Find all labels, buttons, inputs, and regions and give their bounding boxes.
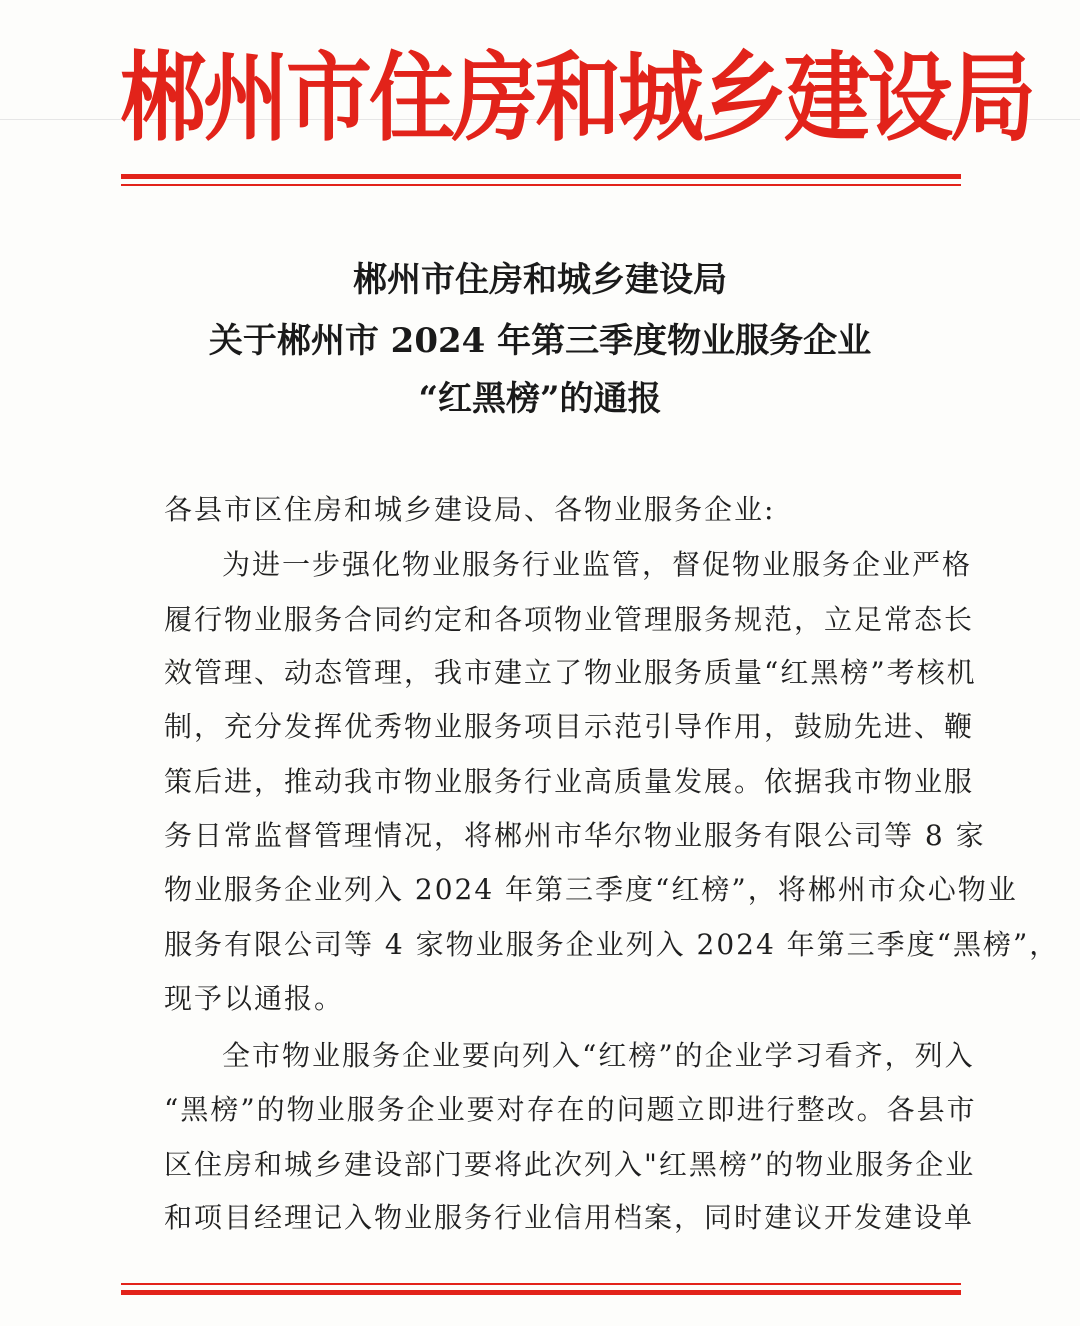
letterhead-agency-name: 郴州市住房和城乡建设局: [120, 42, 1033, 155]
paragraph-1-line-9: 现予以通报。: [164, 982, 345, 1015]
paragraph-1-line-5: 策后进，推动我市物业服务行业高质量发展。依据我市物业服: [164, 765, 975, 798]
paragraph-2-line-1: 全市物业服务企业要向列入“红榜”的企业学习看齐，列入: [222, 1039, 975, 1072]
paragraph-1-line-4: 制，充分发挥优秀物业服务项目示范引导作用，鼓励先进、鞭: [164, 710, 975, 743]
letterhead-red-rule-thick: [121, 174, 961, 179]
footer-red-rule-thin: [121, 1283, 961, 1285]
salutation-line: 各县市区住房和城乡建设局、各物业服务企业:: [164, 493, 776, 526]
paragraph-1-line-1: 为进一步强化物业服务行业监管，督促物业服务企业严格: [222, 548, 973, 581]
paragraph-2-line-4: 和项目经理记入物业服务行业信用档案，同时建议开发建设单: [164, 1201, 975, 1234]
paragraph-1-line-8: 服务有限公司等 4 家物业服务企业列入 2024 年第三季度“黑榜”，: [164, 928, 1060, 961]
document-title-line-3: “红黑榜”的通报: [418, 379, 662, 419]
document-title-line-1: 郴州市住房和城乡建设局: [353, 260, 727, 300]
paragraph-2-line-2: “黑榜”的物业服务企业要对存在的问题立即进行整改。各县市: [164, 1093, 977, 1126]
paragraph-1-line-6: 务日常监督管理情况，将郴州市华尔物业服务有限公司等 8 家: [164, 819, 986, 852]
paragraph-2-line-3: 区住房和城乡建设部门要将此次列入"红黑榜”的物业服务企业: [164, 1148, 976, 1181]
paragraph-1-line-7: 物业服务企业列入 2024 年第三季度“红榜”，将郴州市众心物业: [164, 873, 1018, 906]
footer-red-rule-thick: [121, 1290, 961, 1295]
paragraph-1-line-3: 效管理、动态管理，我市建立了物业服务质量“红黑榜”考核机: [164, 656, 977, 689]
document-title-line-2: 关于郴州市 2024 年第三季度物业服务企业: [208, 321, 872, 361]
paragraph-1-line-2: 履行物业服务合同约定和各项物业管理服务规范，立足常态长: [164, 603, 975, 636]
letterhead-red-rule-thin: [121, 184, 961, 186]
